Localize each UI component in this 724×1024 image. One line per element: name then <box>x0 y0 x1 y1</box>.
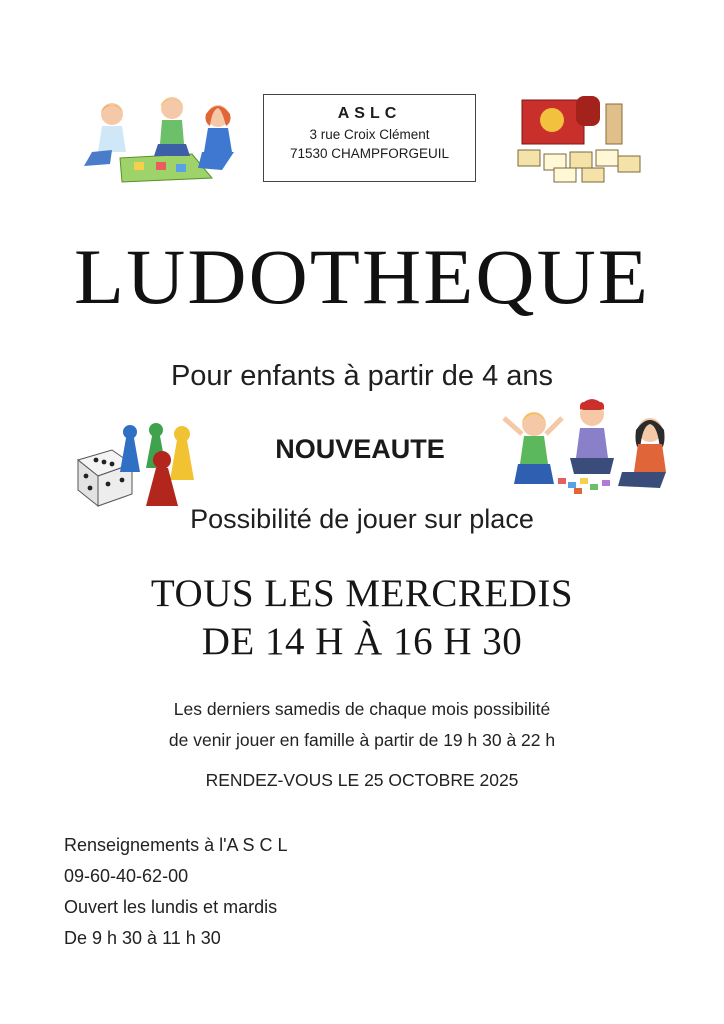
contact-phone: 09-60-40-62-00 <box>64 866 189 886</box>
address-box <box>263 94 476 182</box>
children-puzzle-illustration <box>500 398 672 498</box>
page-title: LUDOTHEQUE <box>74 233 650 320</box>
schedule-hours: DE 14 H À 16 H 30 <box>201 620 523 663</box>
children-playing-illustration <box>72 92 242 186</box>
saturday-line-2: de venir jouer en famille à partir de 19 h 30 à 22 h <box>168 730 556 750</box>
onsite-play-line: Possibilité de jouer sur place <box>190 504 534 534</box>
opening-hours: De 9 h 30 à 11 h 30 <box>64 928 221 948</box>
saturday-info <box>0 694 724 756</box>
rendezvous-date: RENDEZ-VOUS LE 25 OCTOBRE 2025 <box>205 770 519 790</box>
schedule <box>0 570 724 666</box>
organization-name: ASLC <box>337 105 402 122</box>
age-line: Pour enfants à partir de 4 ans <box>170 360 554 392</box>
saturday-line-1: Les derniers samedis de chaque mois possibilité <box>173 699 551 719</box>
new-badge: NOUVEAUTE <box>275 434 445 464</box>
address-street: 3 rue Croix Clément <box>309 127 430 142</box>
game-box-illustration <box>514 94 646 186</box>
schedule-days: TOUS LES MERCREDIS <box>150 572 574 615</box>
opening-days: Ouvert les lundis et mardis <box>64 897 278 917</box>
contact-line: Renseignements à l'A S C L <box>64 835 288 855</box>
dice-and-pawns-illustration <box>74 420 204 512</box>
address-city: 71530 CHAMPFORGEUIL <box>289 146 450 161</box>
contact-info <box>64 830 288 954</box>
